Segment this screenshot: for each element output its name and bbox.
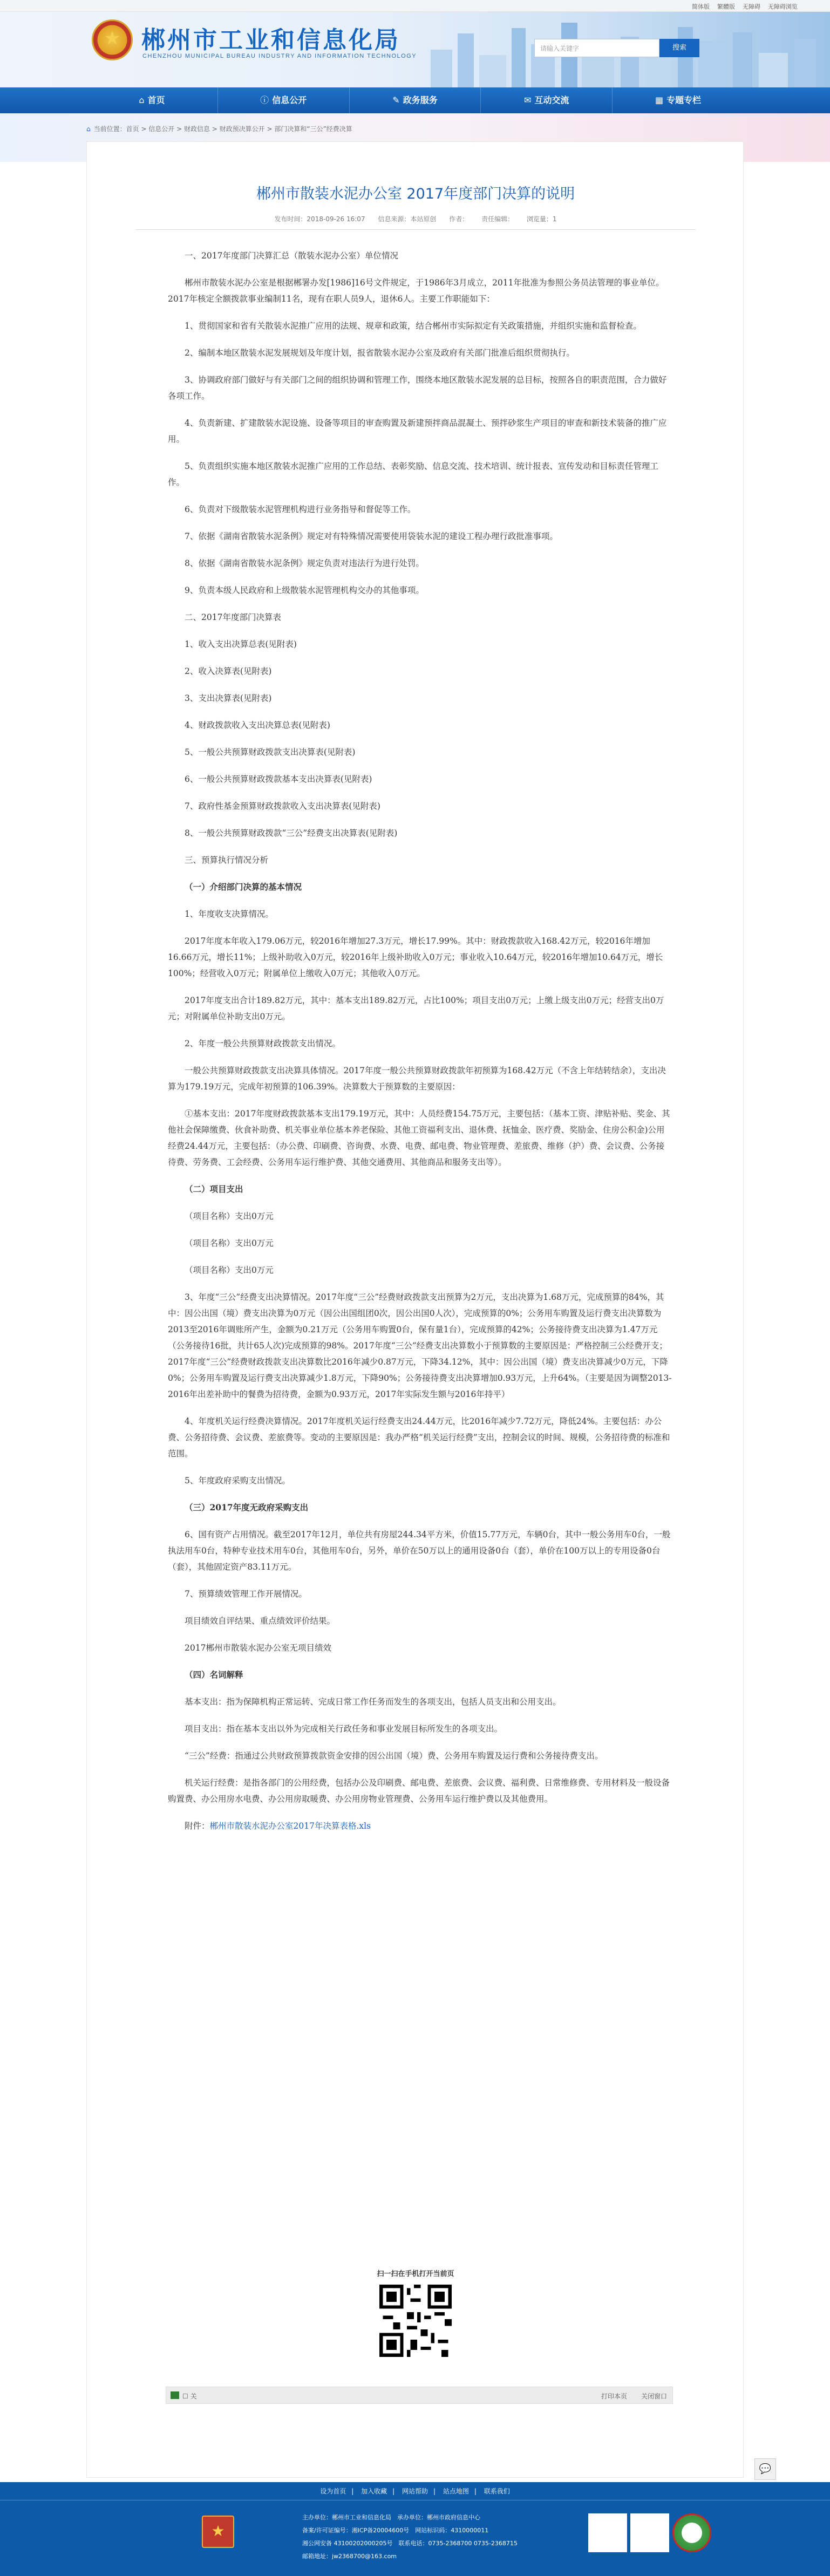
view-count: 浏览量：1: [526, 215, 557, 223]
footer-link-sitemap[interactable]: 站点地图: [443, 2488, 469, 2495]
nav-item-label: 信息公开: [272, 95, 307, 105]
qr-code-icon: [379, 2285, 452, 2357]
party-emblem-icon: [202, 2516, 234, 2548]
footer-links: 设为首页 | 加入收藏 | 网站帮助 | 站点地图 | 联系我们: [0, 2482, 830, 2500]
top-link-simplified[interactable]: 简体版: [692, 4, 710, 10]
article-paragraph: “三公”经费：指通过公共财政预算拨款资金安排的因公出国（境）费、公务用车购置及运行费和公务接待费支出。: [185, 1751, 603, 1761]
top-link-accessibility[interactable]: 无障碍: [743, 4, 760, 10]
article-paragraph: 项目绩效自评结果、重点绩效评价结果。: [185, 1616, 336, 1626]
article-paragraph: 机关运行经费：是指各部门的公用经费，包括办公及印刷费、邮电费、差旅费、会议费、福利费、日常维修费、专用材料及一般设备购置费、办公用房水电费、办公用房取暖费、办公用房物业管理费、公务用车运行维护费以及其他费用。: [168, 1778, 670, 1804]
location-icon: ⌂: [86, 125, 91, 133]
gov-site-badge-icon[interactable]: [672, 2513, 711, 2552]
article-paragraph: （四）名词解释: [185, 1669, 243, 1680]
main-nav: [0, 87, 830, 113]
grid-icon: ▦: [655, 95, 664, 105]
article-paragraph: 3、协调政府部门做好与有关部门之间的组织协调和管理工作，围绕本地区散装水泥发展的总目标，按照各自的职责范围，合力做好各项工作。: [168, 375, 667, 401]
article-paragraph: 三、预算执行情况分析: [185, 855, 269, 865]
article-paragraph: （项目名称）支出0万元: [185, 1265, 274, 1275]
article-paragraph: 8、依据《湖南省散装水泥条例》规定负责对违法行为进行处罚。: [185, 558, 424, 568]
footer-line: 主办单位：郴州市工业和信息化局 承办单位：郴州市政府信息中心: [302, 2514, 480, 2521]
footer-line: 备案/许可证编号：湘ICP备20004600号 网站标识码：4310000011: [302, 2527, 489, 2534]
article-card: [86, 141, 744, 2478]
article-paragraph: ①基本支出：2017年度财政拨款基本支出179.19万元，其中：人员经费154.75万元，主要包括：（基本工资、津贴补贴、奖金、其他社会保障缴费、伙食补助费、机关事业单位基本养老保险、其他工资福利支出、退休费、抚恤金、医疗费、奖励金、住房公积金)公用经费24.44万元，主要包括：（办公费、印刷费、咨询费、水费、电费、邮电费、物业管理费、差旅费、维修（护）费、会议费、公务接待费、劳务费、工会经费、公务用车运行维护费、其他交通费用、其他商品和服务支出等）。: [168, 1109, 670, 1167]
nav-item-label: 互动交流: [534, 95, 569, 105]
article-paragraph: 5、年度政府采购支出情况。: [185, 1476, 290, 1485]
nav-item-label: 首页: [147, 95, 165, 105]
top-link-traditional[interactable]: 繁體版: [717, 4, 735, 10]
publish-date: 发布时间：2018-09-26 16:07: [274, 215, 365, 223]
search-button[interactable]: 搜索: [659, 39, 699, 57]
article-paragraph: 2、年度一般公共预算财政拨款支出情况。: [185, 1039, 341, 1048]
article-body: [168, 248, 672, 1845]
site-title: 郴州市工业和信息化局: [141, 26, 400, 54]
attachment-line: [168, 1818, 672, 1834]
article-paragraph: 2、收入决算表(见附表): [185, 666, 272, 676]
article-paragraph: 1、年度收支决算情况。: [185, 909, 274, 919]
home-icon: ⌂: [139, 95, 145, 105]
author: 作者：: [449, 215, 469, 223]
site-footer: [0, 2482, 830, 2576]
article-toolbar: [166, 2387, 673, 2404]
article-paragraph: 4、财政拨款收入支出决算总表(见附表): [185, 720, 330, 730]
editor: 责任编辑：: [481, 215, 514, 223]
footer-line: 湘公网安备 43100202000205号 联系电话：0735-2368700 0735-2368715: [302, 2540, 518, 2547]
article-paragraph: 1、收入支出决算总表(见附表): [185, 639, 297, 649]
article-paragraph: （二）项目支出: [185, 1184, 243, 1194]
nav-item-special-topics[interactable]: [613, 87, 744, 113]
article-paragraph: 8、一般公共预算财政拨款“三公”经费支出决算表(见附表): [185, 828, 398, 838]
attachment-link[interactable]: 郴州市散装水泥办公室2017年决算表格.xls: [209, 1821, 371, 1831]
footer-link-favorite[interactable]: 加入收藏: [361, 2488, 387, 2495]
article-paragraph: 一般公共预算财政拨款支出决算具体情况。2017年度一般公共预算财政拨款年初预算为168.42万元（不含上年结转结余），支出决算为179.19万元，完成年初预算的106.39%。决算数大于预算数的主要原因：: [168, 1066, 666, 1092]
wechat-qr-icon: [588, 2513, 627, 2552]
article-paragraph: 郴州市散装水泥办公室是根据郴署办发[1986]16号文件规定，于1986年3月成立，2011年批准为参照公务员法管理的事业单位。2017年核定全额拨款事业编制11名，现有在职人员9人，退休6人。主要工作职能如下：: [168, 278, 664, 304]
search-input[interactable]: 请输入关键字: [534, 39, 659, 57]
article-paragraph: 2、编制本地区散装水泥发展规划及年度计划，报省散装水泥办公室及政府有关部门批准后组织贯彻执行。: [185, 348, 575, 358]
article-title: 郴州市散装水泥办公室 2017年度部门决算的说明: [256, 186, 575, 202]
qr-caption: 扫一扫在手机打开当前页: [377, 2270, 454, 2278]
article-paragraph: 4、负责新建、扩建散装水泥设施、设备等项目的审查购置及新建预拌商品混凝土、预拌砂浆生产项目的审查和新技术装备的推广应用。: [168, 418, 667, 444]
article-paragraph: 2017年度支出合计189.82万元，其中：基本支出189.82万元，占比100%；项目支出0万元；上缴上级支出0万元；经营支出0万元；对附属单位补助支出0万元。: [168, 996, 664, 1021]
article-paragraph: 3、支出决算表(见附表): [185, 693, 272, 703]
article-paragraph: 基本支出：指为保障机构正常运转、完成日常工作任务而发生的各项支出，包括人员支出和公用支出。: [185, 1697, 561, 1707]
article-paragraph: （三）2017年度无政府采购支出: [185, 1502, 309, 1512]
edit-icon: ✎: [392, 95, 400, 105]
attachment-label: 附件：: [185, 1821, 210, 1831]
article-paragraph: （项目名称）支出0万元: [185, 1238, 274, 1248]
weibo-qr-icon: [630, 2513, 669, 2552]
print-page-button[interactable]: 打印本页: [601, 2393, 627, 2400]
article-paragraph: 2017年度本年收入179.06万元，较2016年增加27.3万元，增长17.99%。其中：财政拨款收入168.42万元，较2016年增加16.66万元，增长11%；上级补助收入0万元，较2016年上级补助收入0万元；事业收入10.64万元，较2016年增加10.64万元，增长100%；经营收入0万元；附属单位上缴收入0万元；其他收入0万元。: [168, 936, 663, 978]
footer-link-help[interactable]: 网站帮助: [402, 2488, 428, 2495]
article-paragraph: 7、政府性基金预算财政拨款收入支出决算表(见附表): [185, 801, 380, 811]
toolbar-left-label[interactable]: ☐ 关: [182, 2393, 197, 2400]
footer-line: 邮箱地址：jw2368700@163.com: [302, 2553, 397, 2560]
article-paragraph: 二、2017年度部门决算表: [185, 612, 281, 622]
nav-item-gov-services[interactable]: [350, 87, 481, 113]
article-paragraph: 6、一般公共预算财政拨款基本支出决算表(见附表): [185, 774, 372, 784]
article-paragraph: 7、预算绩效管理工作开展情况。: [185, 1589, 307, 1599]
article-meta: [87, 214, 744, 223]
share-icon: [171, 2391, 179, 2399]
article-paragraph: 4、年度机关运行经费决算情况。2017年度机关运行经费支出24.44万元，比2016年减少7.72万元，降低24%。主要包括：办公费、公务招待费、会议费、差旅费等。变动的主要原因是：我办严格“机关运行经费”支出，控制会议的时间、规模，公务招待费的标准和范围。: [168, 1416, 670, 1459]
article-paragraph: 5、一般公共预算财政拨款支出决算表(见附表): [185, 747, 356, 757]
top-link-accessible-browse[interactable]: 无障碍浏览: [768, 4, 798, 10]
qr-section: [87, 2268, 744, 2359]
top-links: [692, 2, 798, 11]
site-header: [0, 12, 830, 87]
info-icon: ⓘ: [260, 95, 269, 105]
article-paragraph: 1、贯彻国家和省有关散装水泥推广应用的法规、规章和政策，结合郴州市实际拟定有关政策措施，并组织实施和监督检查。: [185, 321, 642, 331]
nav-item-home[interactable]: [86, 87, 218, 113]
article-paragraph: 一、2017年度部门决算汇总（散装水泥办公室）单位情况: [185, 251, 398, 261]
breadcrumb-text[interactable]: 当前位置：首页 > 信息公开 > 财政信息 > 财政预决算公开 > 部门决算和“三公”经费决算: [93, 125, 352, 133]
info-source: 信息来源：本站原创: [378, 215, 437, 223]
article-paragraph: 6、国有资产占用情况。截至2017年12月，单位共有房屋244.34平方米，价值15.77万元，车辆0台，其中一般公务用车0台，一般执法用车0台，特种专业技术用车0台，其他用车0台，另外，单价在50万以上的通用设备0台（套），单价在100万以上的专用设备0台（套），其他固定资产83.11万元。: [168, 1530, 671, 1572]
footer-link-contact[interactable]: 联系我们: [484, 2488, 510, 2495]
mail-icon: ✉: [524, 95, 532, 105]
article-paragraph: 5、负责组织实施本地区散装水泥推广应用的工作总结、表彰奖励、信息交流、技术培训、统计报表、宣传发动和目标责任管理工作。: [168, 461, 658, 487]
article-paragraph: （项目名称）支出0万元: [185, 1211, 274, 1221]
top-strip: [0, 0, 830, 12]
article-paragraph: 项目支出：指在基本支出以外为完成相关行政任务和事业发展目标所发生的各项支出。: [185, 1724, 503, 1734]
national-emblem-icon: [92, 19, 133, 60]
article-paragraph: 3、年度“三公”经费支出决算情况。2017年度“三公”经费财政拨款支出预算为2万元，支出决算为1.68万元，完成预算的84%，其中：因公出国（境）费支出决算为0万元（因公出国组团0次，因公出国0人次），完成预算的0%；公务用车购置及运行费支出决算数为2013至2016年调账所产生，金额为0.21万元（公务用车购置0台，保有量1台），完成预算的42%；公务接待费支出决算为1.47万元（公务接待16批，共计65人次)完成预算的98%。2017年度“三公”经费支出决算数小于预算数的主要原因是：严格控制三公经费开支；2017年度“三公”经费财政拨款支出决算数比2016年减少0.87万元，下降34.12%，其中：因公出国（境）费支出决算减少0万元，下降0%；公务用车购置及运行费支出决算减少1.8万元，下降90%；公务接待费支出决算增加0.93万元，上升64%。（主要是因为调整2013-2016年出差补助中的餐费为招待费，金额为0.93万元，2017年实际发生额与2016年持平）: [168, 1292, 672, 1399]
footer-info: [302, 2511, 604, 2563]
article-paragraph: 2017郴州市散装水泥办公室无项目绩效: [185, 1643, 331, 1653]
title-divider: [135, 229, 696, 230]
article-paragraph: （一）介绍部门决算的基本情况: [185, 882, 302, 892]
article-paragraph: 7、依据《湖南省散装水泥条例》规定对有特殊情况需要使用袋装水泥的建设工程办理行政批准事项。: [185, 531, 558, 541]
site-subtitle: CHENZHOU MUNICIPAL BUREAU INDUSTRY AND INFORMATION TECHNOLOGY: [142, 53, 417, 59]
breadcrumb: [86, 122, 744, 136]
article-paragraph: 6、负责对下级散装水泥管理机构进行业务指导和督促等工作。: [185, 505, 416, 514]
article-paragraph: 9、负责本级人民政府和上级散装水泥管理机构交办的其他事项。: [185, 585, 424, 595]
nav-item-info-disclosure[interactable]: [218, 87, 350, 113]
chat-icon[interactable]: 💬: [754, 2458, 776, 2480]
nav-item-label: 政务服务: [403, 95, 438, 105]
nav-item-interaction[interactable]: [481, 87, 613, 113]
nav-item-label: 专题专栏: [666, 95, 702, 105]
close-window-button[interactable]: 关闭窗口: [641, 2393, 667, 2400]
footer-link-homepage[interactable]: 设为首页: [320, 2488, 346, 2495]
